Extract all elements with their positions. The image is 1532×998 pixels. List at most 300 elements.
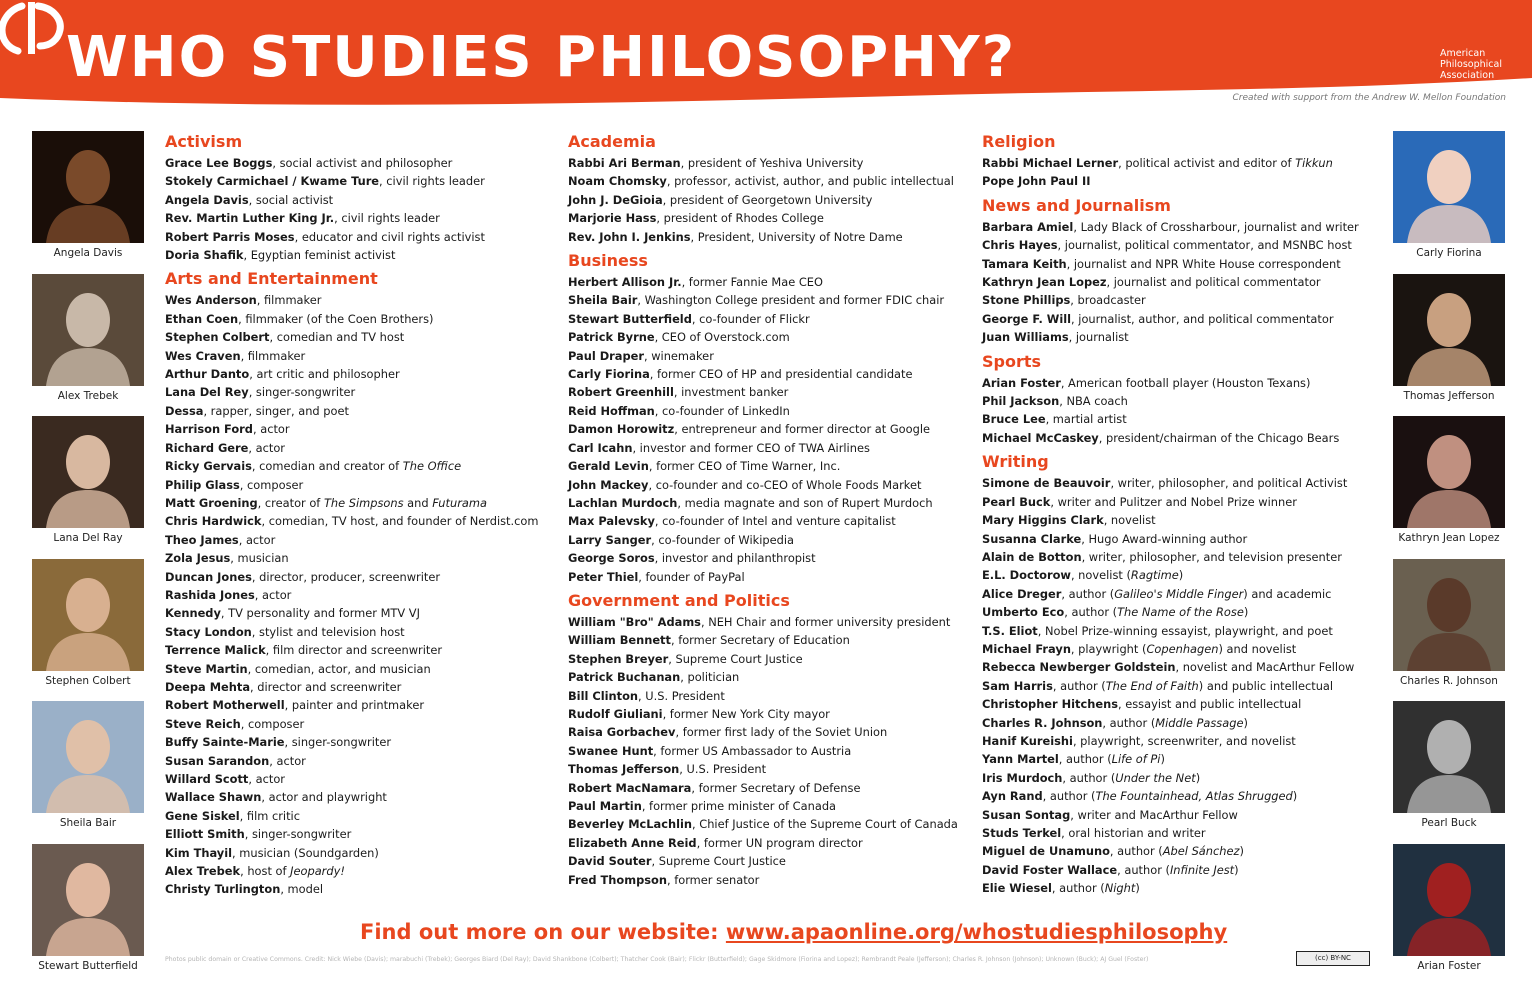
- description: ): [1239, 844, 1244, 859]
- person-name: Terrence Malick: [165, 643, 266, 658]
- description: , writer, philosopher, and television presenter: [1081, 549, 1342, 564]
- description: , author (: [1042, 789, 1096, 804]
- person-name: Patrick Buchanan: [568, 670, 681, 685]
- list-item: [982, 622, 1382, 640]
- person-name: Stone Phillips: [982, 293, 1071, 308]
- list-item: [165, 586, 550, 604]
- person-name: Robert Greenhill: [568, 385, 674, 400]
- cta-prefix: Find out more on our website:: [360, 920, 726, 944]
- list-item: [165, 715, 550, 733]
- person-name: Ricky Gervais: [165, 459, 252, 474]
- list-item: [165, 568, 550, 586]
- person-name: Susan Sarandon: [165, 753, 270, 768]
- category-heading: Academia: [568, 132, 656, 151]
- list-item: [165, 696, 550, 714]
- person-name: Herbert Allison Jr.: [568, 275, 682, 290]
- description: , U.S. President: [679, 762, 767, 777]
- list-item: [982, 879, 1382, 897]
- description: , actor: [269, 753, 306, 768]
- person-photo: [32, 559, 144, 687]
- description: , novelist and MacArthur Fellow: [1175, 660, 1355, 675]
- description: , Washington College president and former FDIC chair: [637, 293, 945, 308]
- description: , author (: [1109, 844, 1163, 859]
- person-name: Noam Chomsky: [568, 174, 667, 189]
- description: , broadcaster: [1070, 293, 1146, 308]
- person-name: Kathryn Jean Lopez: [982, 275, 1107, 290]
- list-item: [568, 457, 968, 475]
- description: ): [1243, 605, 1249, 620]
- list-item: [165, 191, 550, 209]
- person-name: Rebecca Newberger Goldstein: [982, 660, 1176, 675]
- person-name: Lachlan Murdoch: [568, 495, 678, 510]
- photo-caption: Arian Foster: [1417, 960, 1481, 972]
- photo-caption: Charles R. Johnson: [1400, 674, 1498, 687]
- description: , writer and Pulitzer and Nobel Prize winner: [1050, 494, 1297, 509]
- person-name: Chris Hayes: [982, 238, 1058, 253]
- person-name: Buffy Sainte-Marie: [165, 735, 285, 750]
- person-name: John Mackey: [568, 477, 649, 492]
- work-title: Futurama: [432, 495, 487, 510]
- person-name: John J. DeGioia: [568, 192, 663, 207]
- person-name: Stephen Breyer: [568, 651, 669, 666]
- description: , author (: [1058, 752, 1112, 767]
- description: , former Fannie Mae CEO: [681, 275, 823, 290]
- list-item: [165, 623, 550, 641]
- list-item: [165, 733, 550, 751]
- person-name: Philip Glass: [165, 477, 240, 492]
- description: , Supreme Court Justice: [668, 651, 803, 666]
- description: , president of Georgetown University: [662, 192, 873, 207]
- person-name: Duncan Jones: [165, 569, 252, 584]
- description: , martial artist: [1045, 412, 1127, 427]
- list-item: [165, 678, 550, 696]
- description: , journalist, political commentator, and MSNBC host: [1057, 238, 1352, 253]
- list-item: [568, 723, 968, 741]
- description: , Lady Black of Crossharbour, journalist and writer: [1073, 219, 1359, 234]
- list-item: [568, 154, 968, 172]
- description: , former CEO of HP and presidential candidate: [649, 367, 913, 382]
- person-name: Steve Martin: [165, 661, 248, 676]
- description: , novelist (: [1070, 568, 1131, 583]
- list-item: [568, 328, 968, 346]
- description: , creator of: [257, 495, 324, 510]
- description: , filmmaker (of the Coen Brothers): [238, 311, 434, 326]
- person-name: Kennedy: [165, 606, 221, 621]
- portrait-image: [32, 274, 144, 386]
- person-name: Mary Higgins Clark: [982, 513, 1104, 528]
- list-item: [568, 439, 968, 457]
- description: , actor: [248, 440, 285, 455]
- person-name: Peter Thiel: [568, 569, 639, 584]
- person-name: Kim Thayil: [165, 845, 233, 860]
- description: , rapper, singer, and poet: [203, 403, 349, 418]
- description: , former Secretary of Defense: [691, 780, 861, 795]
- description: , TV personality and former MTV VJ: [220, 606, 420, 621]
- person-name: Susanna Clarke: [982, 531, 1082, 546]
- description: , playwright (: [1070, 641, 1147, 656]
- work-title: Galileo's Middle Finger: [1114, 586, 1244, 601]
- description: , co-founder and co-CEO of Whole Foods Market: [648, 477, 922, 492]
- description: , Nobel Prize-winning essayist, playwright, and poet: [1037, 623, 1333, 638]
- list-item: [982, 658, 1382, 676]
- list-item: [568, 742, 968, 760]
- list-item: [165, 476, 550, 494]
- description: , musician: [230, 551, 289, 566]
- person-name: George F. Will: [982, 311, 1072, 326]
- person-name: Beverley McLachlin: [568, 817, 693, 832]
- list-item: [982, 410, 1382, 428]
- list-item: [982, 640, 1382, 658]
- list-item: [165, 439, 550, 457]
- list-item: [982, 291, 1382, 309]
- person-name: Stokely Carmichael / Kwame Ture: [165, 174, 380, 189]
- description: ): [1234, 862, 1239, 877]
- list-item: [165, 807, 550, 825]
- description: ): [1135, 881, 1140, 896]
- description: , Egyptian feminist activist: [243, 248, 396, 263]
- person-name: Iris Murdoch: [982, 770, 1063, 785]
- list-item: [165, 172, 550, 190]
- list-item: [982, 172, 1382, 190]
- portrait-image: [1393, 844, 1505, 956]
- list-item: [568, 613, 968, 631]
- person-photo: [1393, 274, 1505, 402]
- description: , author (: [1051, 881, 1105, 896]
- description: , film critic: [239, 808, 300, 823]
- list-item: [568, 687, 968, 705]
- work-title: The Office: [402, 459, 462, 474]
- person-name: Bruce Lee: [982, 412, 1046, 427]
- photo-caption: Lana Del Ray: [53, 532, 123, 545]
- person-name: Rabbi Michael Lerner: [982, 156, 1119, 170]
- description: , politician: [680, 670, 740, 685]
- description: , CEO of Overstock.com: [654, 330, 790, 345]
- category-heading: Sports: [982, 351, 1042, 371]
- description: , actor: [254, 587, 292, 602]
- website-link[interactable]: www.apaonline.org/whostudiesphilosophy: [725, 920, 1228, 944]
- description: , social activist and philosopher: [272, 156, 453, 170]
- person-name: Tamara Keith: [982, 256, 1067, 271]
- list-item: [568, 273, 968, 291]
- list-item: [568, 209, 968, 227]
- person-photo: [32, 416, 144, 544]
- person-photo: [32, 844, 144, 972]
- portrait-image: [1393, 559, 1505, 671]
- description: , president of Rhodes College: [656, 211, 824, 226]
- person-name: Christopher Hitchens: [982, 697, 1118, 712]
- description: , investment banker: [673, 385, 789, 400]
- list-item: [165, 531, 550, 549]
- person-name: Doria Shafik: [165, 248, 244, 263]
- description: , comedian, TV host, and founder of Nerdist.com: [261, 514, 539, 529]
- person-name: Stacy London: [165, 624, 252, 639]
- list-item: [982, 861, 1382, 879]
- description: , Supreme Court Justice: [651, 854, 786, 869]
- description: , journalist: [1068, 330, 1129, 345]
- person-name: Rev. John I. Jenkins: [568, 229, 691, 244]
- portrait-image: [32, 701, 144, 813]
- list-item: [982, 154, 1382, 172]
- photo-caption: Angela Davis: [53, 247, 123, 259]
- portrait-image: [32, 131, 144, 243]
- person-photo: [1393, 131, 1505, 259]
- list-column-3: [982, 131, 1382, 898]
- person-name: Stephen Colbert: [165, 330, 270, 345]
- person-name: Larry Sanger: [568, 532, 652, 547]
- description: , co-founder of Flickr: [691, 311, 810, 326]
- list-item: [982, 806, 1382, 824]
- person-name: Robert MacNamara: [568, 780, 692, 795]
- description: , former New York City mayor: [662, 706, 830, 721]
- work-title: The Simpsons: [323, 495, 404, 510]
- category-heading: Activism: [165, 132, 243, 151]
- list-item: [982, 603, 1382, 621]
- list-item: [165, 457, 550, 475]
- person-name: Christy Turlington: [165, 882, 281, 897]
- list-item: [165, 383, 550, 401]
- person-photo: [32, 131, 144, 259]
- list-item: [165, 209, 550, 227]
- person-name: Arian Foster: [982, 375, 1061, 390]
- photo-caption: Stewart Butterfield: [38, 960, 138, 972]
- person-name: Chris Hardwick: [165, 514, 262, 529]
- support-credit: Created with support from the Andrew W. Mellon Foundation: [1232, 93, 1506, 103]
- list-item: [568, 228, 968, 246]
- list-item: [568, 476, 968, 494]
- description: ) and public intellectual: [1198, 678, 1334, 693]
- description: , composer: [239, 477, 304, 492]
- person-name: Ayn Rand: [982, 789, 1043, 804]
- list-item: [165, 862, 550, 880]
- person-name: Matt Groening: [165, 495, 258, 510]
- list-item: [982, 548, 1382, 566]
- list-item: [982, 714, 1382, 732]
- photo-credits: Photos public domain or Creative Commons. Credit: Nick Wiebe (Davis); marabuchi (Trebek); Georges Biard (Del Ray); David Shankbone (Colbert); Thatcher Cook (Bair); Flickr (Butterfield); Gage Skidmore (Fiorina and Lopez); Rembrandt Peale (Jefferson); Charles R. Johnson (Johnson); Unknown (Buck); AJ Guel (Foster): [165, 956, 1149, 963]
- description: ): [1292, 789, 1298, 804]
- list-item: [982, 824, 1382, 842]
- description: , musician (Soundgarden): [232, 845, 379, 860]
- person-photo: [1393, 559, 1505, 687]
- person-name: Harrison Ford: [165, 422, 253, 437]
- person-name: Gene Siskel: [165, 808, 240, 823]
- person-name: Elliott Smith: [165, 827, 245, 842]
- category-heading: Government and Politics: [568, 590, 790, 610]
- description: , art critic and philosopher: [249, 367, 400, 382]
- photo-caption: Sheila Bair: [59, 817, 117, 830]
- description: , comedian and creator of: [251, 459, 403, 474]
- list-item: [165, 310, 550, 328]
- list-column-2: [568, 131, 968, 889]
- person-name: Paul Draper: [568, 348, 644, 363]
- description: , former CEO of Time Warner, Inc.: [648, 459, 841, 474]
- description: , co-founder of Intel and venture capitalist: [654, 514, 896, 529]
- description: , essayist and public intellectual: [1117, 697, 1302, 712]
- person-name: Rev. Martin Luther King Jr.: [165, 211, 335, 226]
- person-name: Phil Jackson: [982, 394, 1060, 409]
- person-name: Susan Sontag: [982, 807, 1071, 822]
- person-name: David Foster Wallace: [982, 862, 1118, 877]
- person-name: Angela Davis: [165, 192, 249, 207]
- person-name: Rabbi Ari Berman: [568, 156, 681, 170]
- list-item: [165, 365, 550, 383]
- list-item: [982, 732, 1382, 750]
- description: , director and screenwriter: [250, 679, 402, 694]
- person-name: Hanif Kureishi: [982, 733, 1073, 748]
- person-name: Alex Trebek: [165, 864, 241, 879]
- person-name: Thomas Jefferson: [568, 762, 680, 777]
- category-heading: Writing: [982, 452, 1049, 472]
- list-item: [568, 871, 968, 889]
- photo-caption: Thomas Jefferson: [1403, 389, 1495, 402]
- description: , actor: [238, 532, 276, 547]
- description: , co-founder of Wikipedia: [651, 532, 794, 547]
- work-title: Middle Passage: [1155, 715, 1244, 730]
- description: , comedian and TV host: [269, 330, 405, 345]
- person-name: David Souter: [568, 854, 652, 869]
- person-name: Deepa Mehta: [165, 679, 251, 694]
- list-item: [568, 365, 968, 383]
- person-name: Wallace Shawn: [165, 790, 262, 805]
- list-item: [165, 291, 550, 309]
- person-name: Willard Scott: [165, 772, 249, 786]
- list-item: [165, 246, 550, 264]
- list-item: [982, 493, 1382, 511]
- description: , media magnate and son of Rupert Murdoch: [677, 495, 933, 510]
- list-item: [568, 852, 968, 870]
- description: , winemaker: [643, 348, 714, 363]
- list-item: [982, 273, 1382, 291]
- list-item: [165, 788, 550, 806]
- description: , writer and MacArthur Fellow: [1070, 807, 1238, 822]
- list-item: [982, 750, 1382, 768]
- description: , host of: [240, 864, 291, 879]
- list-item: [568, 512, 968, 530]
- description: , filmmaker: [240, 348, 306, 363]
- list-item: [568, 760, 968, 778]
- portrait-image: [1393, 701, 1505, 813]
- person-name: Michael McCaskey: [982, 430, 1099, 445]
- description: , playwright, screenwriter, and novelist: [1072, 733, 1296, 748]
- person-photo: [1393, 844, 1505, 972]
- person-name: Pearl Buck: [982, 494, 1051, 509]
- person-name: Lana Del Rey: [165, 385, 249, 400]
- person-name: Wes Anderson: [165, 293, 257, 308]
- person-photo: [1393, 701, 1505, 829]
- person-name: Ethan Coen: [165, 311, 239, 326]
- portrait-image: [32, 844, 144, 956]
- description: , U.S. President: [638, 688, 725, 703]
- description: , civil rights leader: [379, 174, 485, 189]
- person-name: Zola Jesus: [165, 551, 231, 566]
- list-item: [165, 752, 550, 770]
- list-item: [568, 650, 968, 668]
- list-item: [165, 420, 550, 438]
- list-item: [568, 191, 968, 209]
- list-item: [165, 494, 550, 512]
- person-name: Damon Horowitz: [568, 422, 675, 437]
- work-title: Jeopardy!: [290, 864, 345, 879]
- portrait-image: [32, 416, 144, 528]
- list-item: [982, 511, 1382, 529]
- description: , composer: [240, 716, 305, 731]
- person-name: Steve Reich: [165, 716, 241, 731]
- work-title: The Name of the Rose: [1117, 605, 1244, 620]
- person-name: Paul Martin: [568, 799, 642, 813]
- list-item: [568, 494, 968, 512]
- logo-line: Association: [1440, 70, 1495, 81]
- description: , author (: [1117, 862, 1170, 877]
- description: , political activist and editor of: [1118, 156, 1296, 170]
- logo-wordmark: [1440, 48, 1502, 81]
- description: ): [1178, 568, 1184, 583]
- list-item: [165, 770, 550, 788]
- description: , oral historian and writer: [1061, 826, 1206, 840]
- description: and: [403, 495, 433, 510]
- photo-caption: Stephen Colbert: [45, 674, 131, 687]
- portrait-image: [1393, 131, 1505, 243]
- portrait-image: [32, 559, 144, 671]
- person-name: Pope John Paul II: [982, 174, 1091, 189]
- description: , stylist and television host: [251, 624, 405, 639]
- person-name: Simone de Beauvoir: [982, 476, 1111, 491]
- description: , professor, activist, author, and public intellectual: [666, 174, 954, 189]
- list-item: [568, 815, 968, 833]
- description: , Chief Justice of the Supreme Court of Canada: [692, 817, 958, 832]
- person-name: Marjorie Hass: [568, 211, 657, 226]
- person-name: Theo James: [165, 532, 239, 547]
- description: , author (: [1052, 678, 1106, 693]
- list-item: [982, 374, 1382, 392]
- person-name: Swanee Hunt: [568, 743, 654, 758]
- list-item: [165, 844, 550, 862]
- category-heading: Arts and Entertainment: [165, 269, 378, 289]
- description: , singer-songwriter: [248, 385, 356, 400]
- description: , author (: [1102, 715, 1156, 730]
- description: , film director and screenwriter: [265, 643, 443, 658]
- list-item: [982, 392, 1382, 410]
- list-item: [568, 383, 968, 401]
- list-column-1: [165, 131, 550, 899]
- list-item: [982, 218, 1382, 236]
- page-title: WHO STUDIES PHILOSOPHY?: [66, 25, 1017, 90]
- portrait-image: [1393, 274, 1505, 386]
- description: , president of Yeshiva University: [680, 156, 864, 170]
- person-name: Studs Terkel: [982, 826, 1062, 840]
- description: , President, University of Notre Dame: [690, 229, 903, 244]
- work-title: Ragtime: [1130, 568, 1179, 583]
- description: ): [1195, 770, 1201, 785]
- person-name: Charles R. Johnson: [982, 715, 1103, 730]
- list-item: [982, 677, 1382, 695]
- list-item: [568, 291, 968, 309]
- person-name: Carly Fiorina: [568, 367, 650, 382]
- person-name: George Soros: [568, 551, 655, 566]
- list-item: [165, 154, 550, 172]
- person-name: Alice Dreger: [982, 586, 1062, 601]
- person-name: Robert Parris Moses: [165, 229, 295, 244]
- description: , civil rights leader: [334, 211, 440, 226]
- list-item: [165, 228, 550, 246]
- description: , founder of PayPal: [638, 569, 745, 584]
- portrait-image: [1393, 416, 1505, 528]
- photo-caption: Kathryn Jean Lopez: [1398, 532, 1500, 545]
- description: , former US Ambassador to Austria: [653, 743, 852, 758]
- description: , entrepreneur and former director at Google: [674, 422, 931, 437]
- logo-line: Philosophical: [1440, 59, 1502, 70]
- description: , journalist, author, and political commentator: [1071, 311, 1334, 326]
- work-title: Life of Pi: [1111, 752, 1161, 767]
- person-name: Raisa Gorbachev: [568, 725, 676, 740]
